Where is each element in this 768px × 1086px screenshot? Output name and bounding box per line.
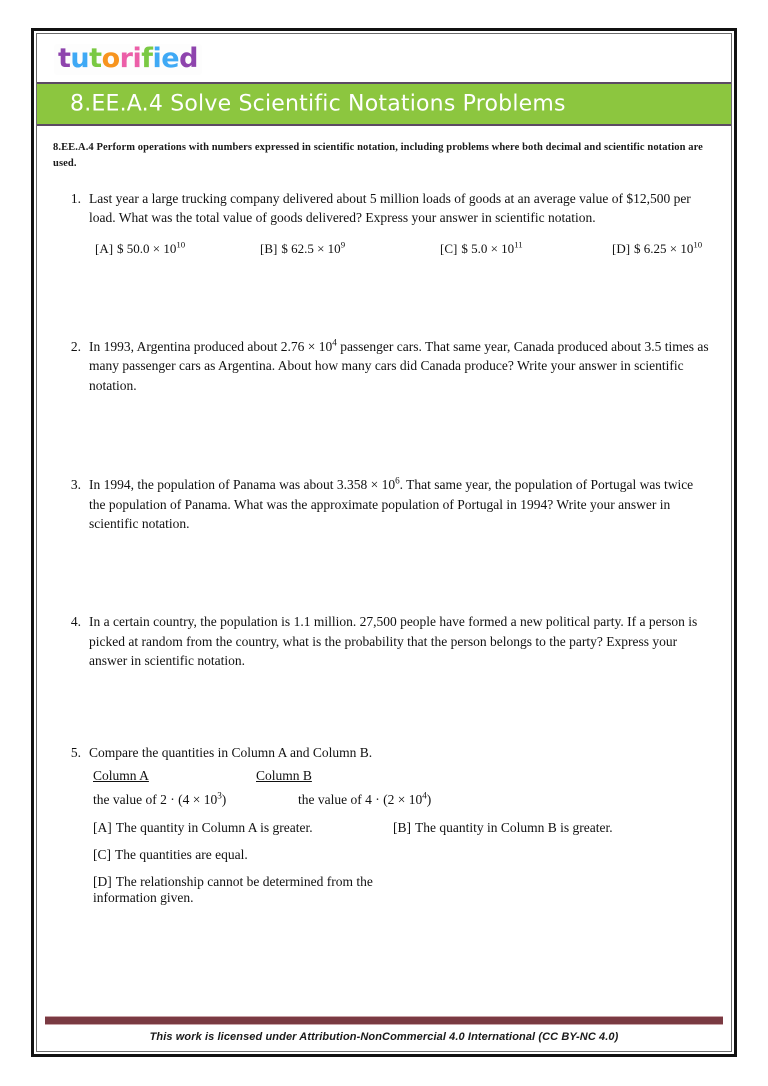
logo-letter: o xyxy=(101,43,120,74)
choice-value: $ 5.0 × 10 xyxy=(461,240,515,256)
choice-tag: [D] xyxy=(93,874,112,890)
question-text-post: passenger cars. That same year, Canada produced about 3.5 times as many passenger cars as Argentina. About how many cars did Canada produce? Write your answer in scientific notation. xyxy=(89,338,709,393)
choice-c[interactable] xyxy=(440,241,612,257)
comparison-column-headers xyxy=(89,766,713,786)
title-banner xyxy=(37,82,731,126)
choice-c[interactable] xyxy=(93,847,393,863)
column-b-value-exponent: 4 xyxy=(422,790,427,801)
choice-exponent: 11 xyxy=(514,239,523,250)
choice-label: The quantities are equal. xyxy=(115,847,248,863)
choice-label: The relationship cannot be determined from the information given. xyxy=(93,874,373,906)
choice-exponent: 10 xyxy=(176,239,186,250)
column-a-value-post: ) xyxy=(221,791,227,807)
question-math-base: 3.358 × 10 xyxy=(336,477,396,493)
logo-letter: i xyxy=(132,43,142,74)
question-5-choices-row-1 xyxy=(93,820,713,836)
title-banner-wrap xyxy=(37,82,731,126)
question-3 xyxy=(59,475,713,534)
logo-letter: e xyxy=(161,43,180,74)
question-5-choices-row-3 xyxy=(93,874,713,906)
choice-tag: [A] xyxy=(95,240,114,256)
question-2 xyxy=(59,337,713,396)
choice-value: $ 6.25 × 10 xyxy=(634,240,694,256)
choice-value: $ 50.0 × 10 xyxy=(117,240,177,256)
question-math-base: 2.76 × 10 xyxy=(280,338,333,354)
choice-tag: [B] xyxy=(393,820,411,836)
question-text: Last year a large trucking company delivered about 5 million loads of goods at an average value of $12,500 per load. What was the total value of goods delivered? Express your answer in scientific notation. xyxy=(89,190,691,226)
question-text-pre: In 1993, Argentina produced about xyxy=(89,338,281,354)
page-footer xyxy=(39,1016,729,1043)
question-1-choices xyxy=(89,241,713,257)
question-text xyxy=(89,475,713,534)
column-b-header: Column B xyxy=(256,768,312,784)
choice-exponent: 10 xyxy=(693,239,703,250)
worksheet-page xyxy=(31,28,737,1057)
question-text: Compare the quantities in Column A and Column B. xyxy=(89,744,373,760)
question-5-choices xyxy=(89,820,713,906)
choice-d[interactable] xyxy=(93,874,393,906)
column-a-value-exponent: 3 xyxy=(217,790,222,801)
comparison-column-values xyxy=(89,790,713,810)
license-text: This work is licensed under Attribution-NonCommercial 4.0 International (CC BY-NC 4.0) xyxy=(149,1031,619,1043)
choice-a[interactable] xyxy=(93,820,393,836)
page-title: 8.EE.A.4 Solve Scientific Notations Problems xyxy=(70,91,566,117)
question-number: 1. xyxy=(70,190,81,206)
question-text-post: . That same year, the population of Portugal was twice the population of Panama. What was the approximate population of Portugal in 1994? Write your answer in scientific notation. xyxy=(89,477,694,532)
choice-exponent: 9 xyxy=(340,239,346,250)
choice-a[interactable] xyxy=(95,241,260,257)
answer-space-4 xyxy=(59,671,713,743)
answer-space-1 xyxy=(59,257,713,337)
question-number: 3. xyxy=(70,477,81,493)
questions-list xyxy=(37,189,731,918)
column-a-value-pre: the value of 2 · (4 × 10 xyxy=(93,791,218,807)
answer-space-2 xyxy=(59,395,713,475)
choice-d[interactable] xyxy=(612,241,702,257)
standard-description: 8.EE.A.4 Perform operations with numbers expressed in scientific notation, including problems where both decimal and scientific notation are used. xyxy=(53,142,703,170)
choice-label: The quantity in Column A is greater. xyxy=(115,820,313,836)
question-1 xyxy=(59,189,713,257)
choice-tag: [A] xyxy=(93,820,112,836)
question-number: 4. xyxy=(70,614,81,630)
logo-letter: f xyxy=(141,43,153,74)
question-text: In a certain country, the population is 1.1 million. 27,500 people have formed a new political party. If a person is picked at random from the country, what is the probability that the person belongs to the party? Express your answer in scientific notation. xyxy=(89,614,698,669)
column-b-value-post: ) xyxy=(426,791,432,807)
question-text xyxy=(89,337,713,396)
logo-letter: t xyxy=(89,43,102,74)
choice-tag: [B] xyxy=(260,240,278,256)
choice-tag: [D] xyxy=(612,240,631,256)
choice-b[interactable] xyxy=(393,820,613,836)
question-number: 2. xyxy=(70,338,81,354)
choice-value: $ 62.5 × 10 xyxy=(281,240,341,256)
question-math-exponent: 4 xyxy=(332,337,337,348)
logo-letter: t xyxy=(58,43,71,74)
question-number: 5. xyxy=(70,744,81,760)
worksheet-page-inner xyxy=(36,33,732,1052)
logo-letter: d xyxy=(179,43,198,74)
question-text-pre: In 1994, the population of Panama was about xyxy=(89,477,337,493)
logo-letter: r xyxy=(119,43,133,74)
column-b-value-pre: the value of 4 · (2 × 10 xyxy=(298,791,423,807)
tutorified-logo xyxy=(54,44,202,75)
question-5-choices-row-2 xyxy=(93,847,713,863)
choice-tag: [C] xyxy=(440,240,458,256)
logo-letter: i xyxy=(152,43,162,74)
logo-letter: u xyxy=(70,43,90,74)
column-a-header: Column A xyxy=(93,768,149,784)
question-4 xyxy=(59,612,713,671)
footer-divider xyxy=(45,1016,723,1025)
column-b-value xyxy=(298,790,431,810)
choice-label: The quantity in Column B is greater. xyxy=(415,820,613,836)
question-math-exponent: 6 xyxy=(395,475,400,486)
choice-b[interactable] xyxy=(260,241,440,257)
answer-space-3 xyxy=(59,534,713,612)
column-a-value xyxy=(93,790,298,810)
logo-area xyxy=(37,34,731,81)
question-5 xyxy=(59,743,713,918)
choice-tag: [C] xyxy=(93,847,111,863)
